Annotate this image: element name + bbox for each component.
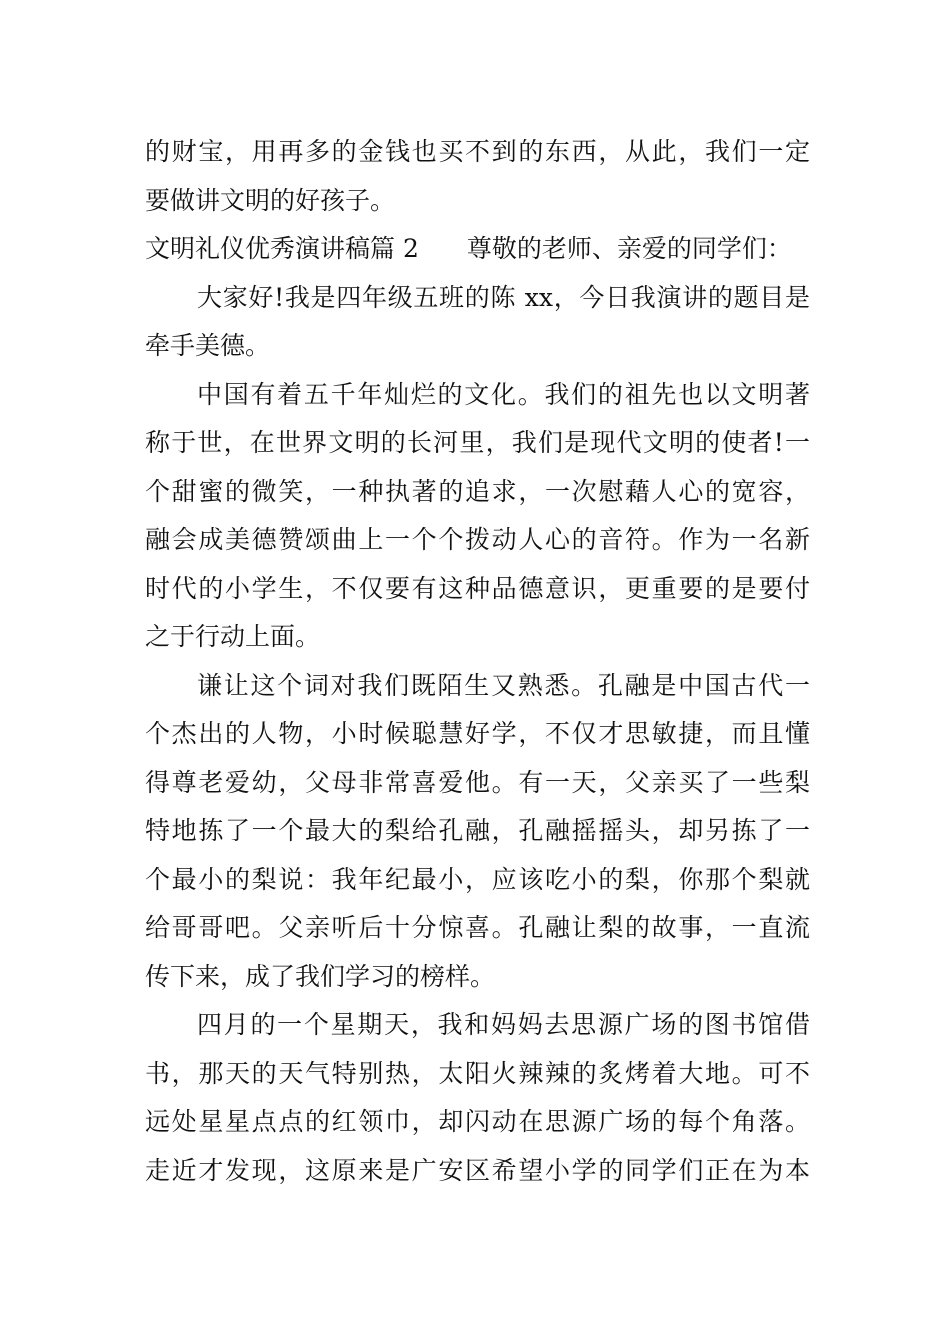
text-line: 书，那天的天气特别热，太阳火辣辣的炙烤着大地。可不 — [145, 1058, 810, 1088]
text-line: 要做讲文明的好孩子。 — [145, 185, 396, 215]
heading-line — [145, 225, 810, 274]
text-line: 给哥哥吧。父亲听后十分惊喜。孔融让梨的故事，一直流 — [145, 913, 810, 942]
greeting-text: 尊敬的老师、亲爱的同学们： — [466, 234, 792, 263]
text-line: 中国有着五千年灿烂的文化。我们的祖先也以文明著 — [197, 379, 810, 409]
text-line: 得尊老爱幼，父母非常喜爱他。有一天，父亲买了一些梨 — [145, 767, 810, 797]
section-heading: 文明礼仪优秀演讲稿篇 2 — [145, 234, 419, 263]
text-line: 走近才发现，这原来是广安区希望小学的同学们正在为本 — [145, 1155, 810, 1185]
text-line: 谦让这个词对我们既陌生又熟悉。孔融是中国古代一 — [197, 670, 810, 700]
text-line: 的财宝，用再多的金钱也买不到的东西，从此，我们一定 — [145, 137, 810, 166]
text-line: 之于行动上面。 — [145, 622, 321, 651]
text-line: 个最小的梨说：我年纪最小，应该吃小的梨，你那个梨就 — [145, 864, 810, 894]
text-line: 时代的小学生，不仅要有这种品德意识，更重要的是要付 — [145, 573, 810, 603]
text-line: 个杰出的人物，小时候聪慧好学，不仅才思敏捷，而且懂 — [145, 719, 810, 748]
text-line: 个甜蜜的微笑，一种执著的追求，一次慰藉人心的宽容， — [145, 476, 810, 506]
text-line: 融会成美德赞颂曲上一个个拨动人心的音符。作为一名新 — [145, 525, 810, 554]
text-line: 大家好!我是四年级五班的陈 xx，今日我演讲的题目是 — [197, 282, 810, 312]
text-line: 牵手美德。 — [145, 331, 271, 360]
text-line: 传下来，成了我们学习的榜样。 — [145, 961, 496, 991]
text-line: 四月的一个星期天，我和妈妈去思源广场的图书馆借 — [197, 1010, 810, 1039]
text-line: 远处星星点点的红领巾，却闪动在思源广场的每个角落。 — [145, 1107, 810, 1136]
document-body — [145, 128, 810, 1195]
text-line: 特地拣了一个最大的梨给孔融，孔融摇摇头，却另拣了一 — [145, 816, 810, 845]
text-line: 称于世，在世界文明的长河里，我们是现代文明的使者!一 — [145, 428, 810, 457]
